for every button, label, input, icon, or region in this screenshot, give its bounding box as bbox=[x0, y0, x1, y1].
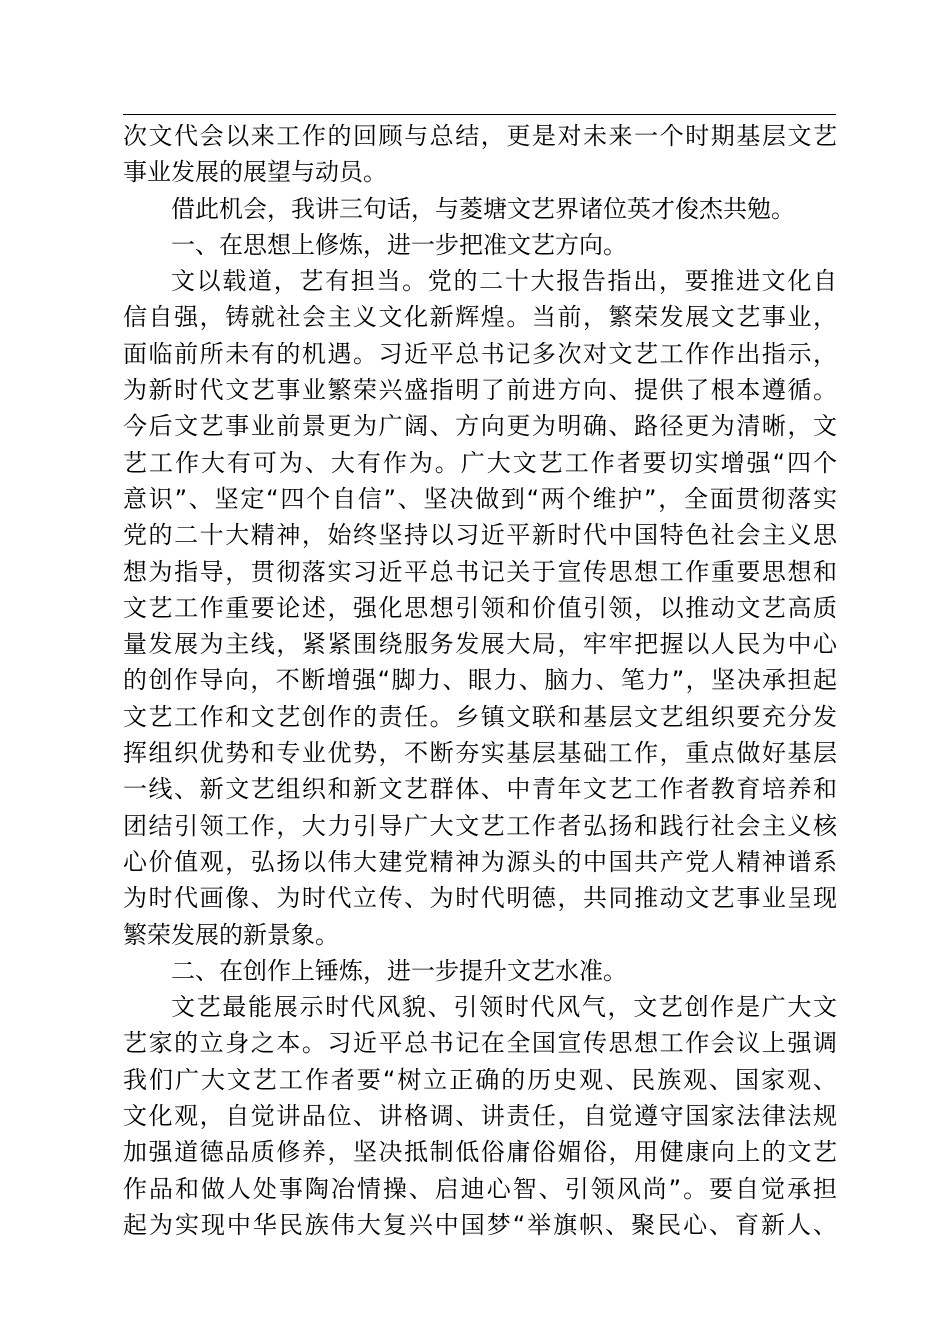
text-line: 作品和做人处事陶冶情操、启迪心智、引领风尚”。要自觉承担 bbox=[123, 1174, 837, 1203]
text-line: 心价值观，弘扬以伟大建党精神为源头的中国共产党人精神谱系 bbox=[123, 847, 837, 876]
text-line: 繁荣发展的新景象。 bbox=[123, 920, 339, 949]
text-line: 党的二十大精神，始终坚持以习近平新时代中国特色社会主义思 bbox=[123, 521, 837, 550]
text-line: 艺工作大有可为、大有作为。广大文艺工作者要切实增强“四个 bbox=[123, 448, 837, 477]
text-line: 团结引领工作，大力引导广大文艺工作者弘扬和践行社会主义核 bbox=[123, 811, 837, 840]
document-body bbox=[123, 118, 837, 1243]
text-line: 面临前所未有的机遇。习近平总书记多次对文艺工作作出指示， bbox=[123, 339, 837, 368]
text-line: 意识”、坚定“四个自信”、坚决做到“两个维护”，全面贯彻落实 bbox=[123, 484, 837, 513]
text-line: 次文代会以来工作的回顾与总结，更是对未来一个时期基层文艺 bbox=[123, 122, 837, 150]
header-rule bbox=[123, 114, 836, 115]
section-heading: 二、在创作上锤炼，进一步提升文艺水准。 bbox=[171, 956, 627, 985]
text-line: 今后文艺事业前景更为广阔、方向更为明确、路径更为清晰，文 bbox=[123, 412, 837, 441]
text-line: 一线、新文艺组织和新文艺群体、中青年文艺工作者教育培养和 bbox=[123, 775, 837, 804]
text-line: 借此机会，我讲三句话，与菱塘文艺界诸位英才俊杰共勉。 bbox=[171, 194, 795, 223]
text-line: 为新时代文艺事业繁荣兴盛指明了前进方向、提供了根本遵循。 bbox=[123, 376, 837, 405]
text-line: 文艺工作重要论述，强化思想引领和价值引领，以推动文艺高质 bbox=[123, 593, 837, 622]
text-line: 文以载道，艺有担当。党的二十大报告指出，要推进文化自 bbox=[171, 267, 837, 296]
text-line: 挥组织优势和专业优势，不断夯实基层基础工作，重点做好基层 bbox=[123, 739, 837, 768]
text-line: 信自强，铸就社会主义文化新辉煌。当前，繁荣发展文艺事业， bbox=[123, 303, 837, 332]
text-line: 起为实现中华民族伟大复兴中国梦“举旗帜、聚民心、育新人、 bbox=[123, 1210, 837, 1239]
text-line: 加强道德品质修养，坚决抵制低俗庸俗媚俗，用健康向上的文艺 bbox=[123, 1138, 837, 1167]
text-line: 量发展为主线，紧紧围绕服务发展大局，牢牢把握以人民为中心 bbox=[123, 630, 837, 659]
text-line: 文艺最能展示时代风貌、引领时代风气，文艺创作是广大文 bbox=[171, 993, 837, 1022]
text-line: 我们广大文艺工作者要“树立正确的历史观、民族观、国家观、 bbox=[123, 1065, 837, 1094]
text-line: 文艺工作和文艺创作的责任。乡镇文联和基层文艺组织要充分发 bbox=[123, 702, 837, 731]
text-line: 文化观，自觉讲品位、讲格调、讲责任，自觉遵守国家法律法规 bbox=[123, 1102, 837, 1131]
text-line: 艺家的立身之本。习近平总书记在全国宣传思想工作会议上强调 bbox=[123, 1029, 837, 1058]
text-line: 为时代画像、为时代立传、为时代明德，共同推动文艺事业呈现 bbox=[123, 884, 837, 913]
section-heading: 一、在思想上修炼，进一步把准文艺方向。 bbox=[171, 230, 627, 259]
text-line: 事业发展的展望与动员。 bbox=[123, 158, 387, 187]
text-line: 的创作导向，不断增强“脚力、眼力、脑力、笔力”，坚决承担起 bbox=[123, 666, 837, 695]
text-line: 想为指导，贯彻落实习近平总书记关于宣传思想工作重要思想和 bbox=[123, 557, 837, 586]
